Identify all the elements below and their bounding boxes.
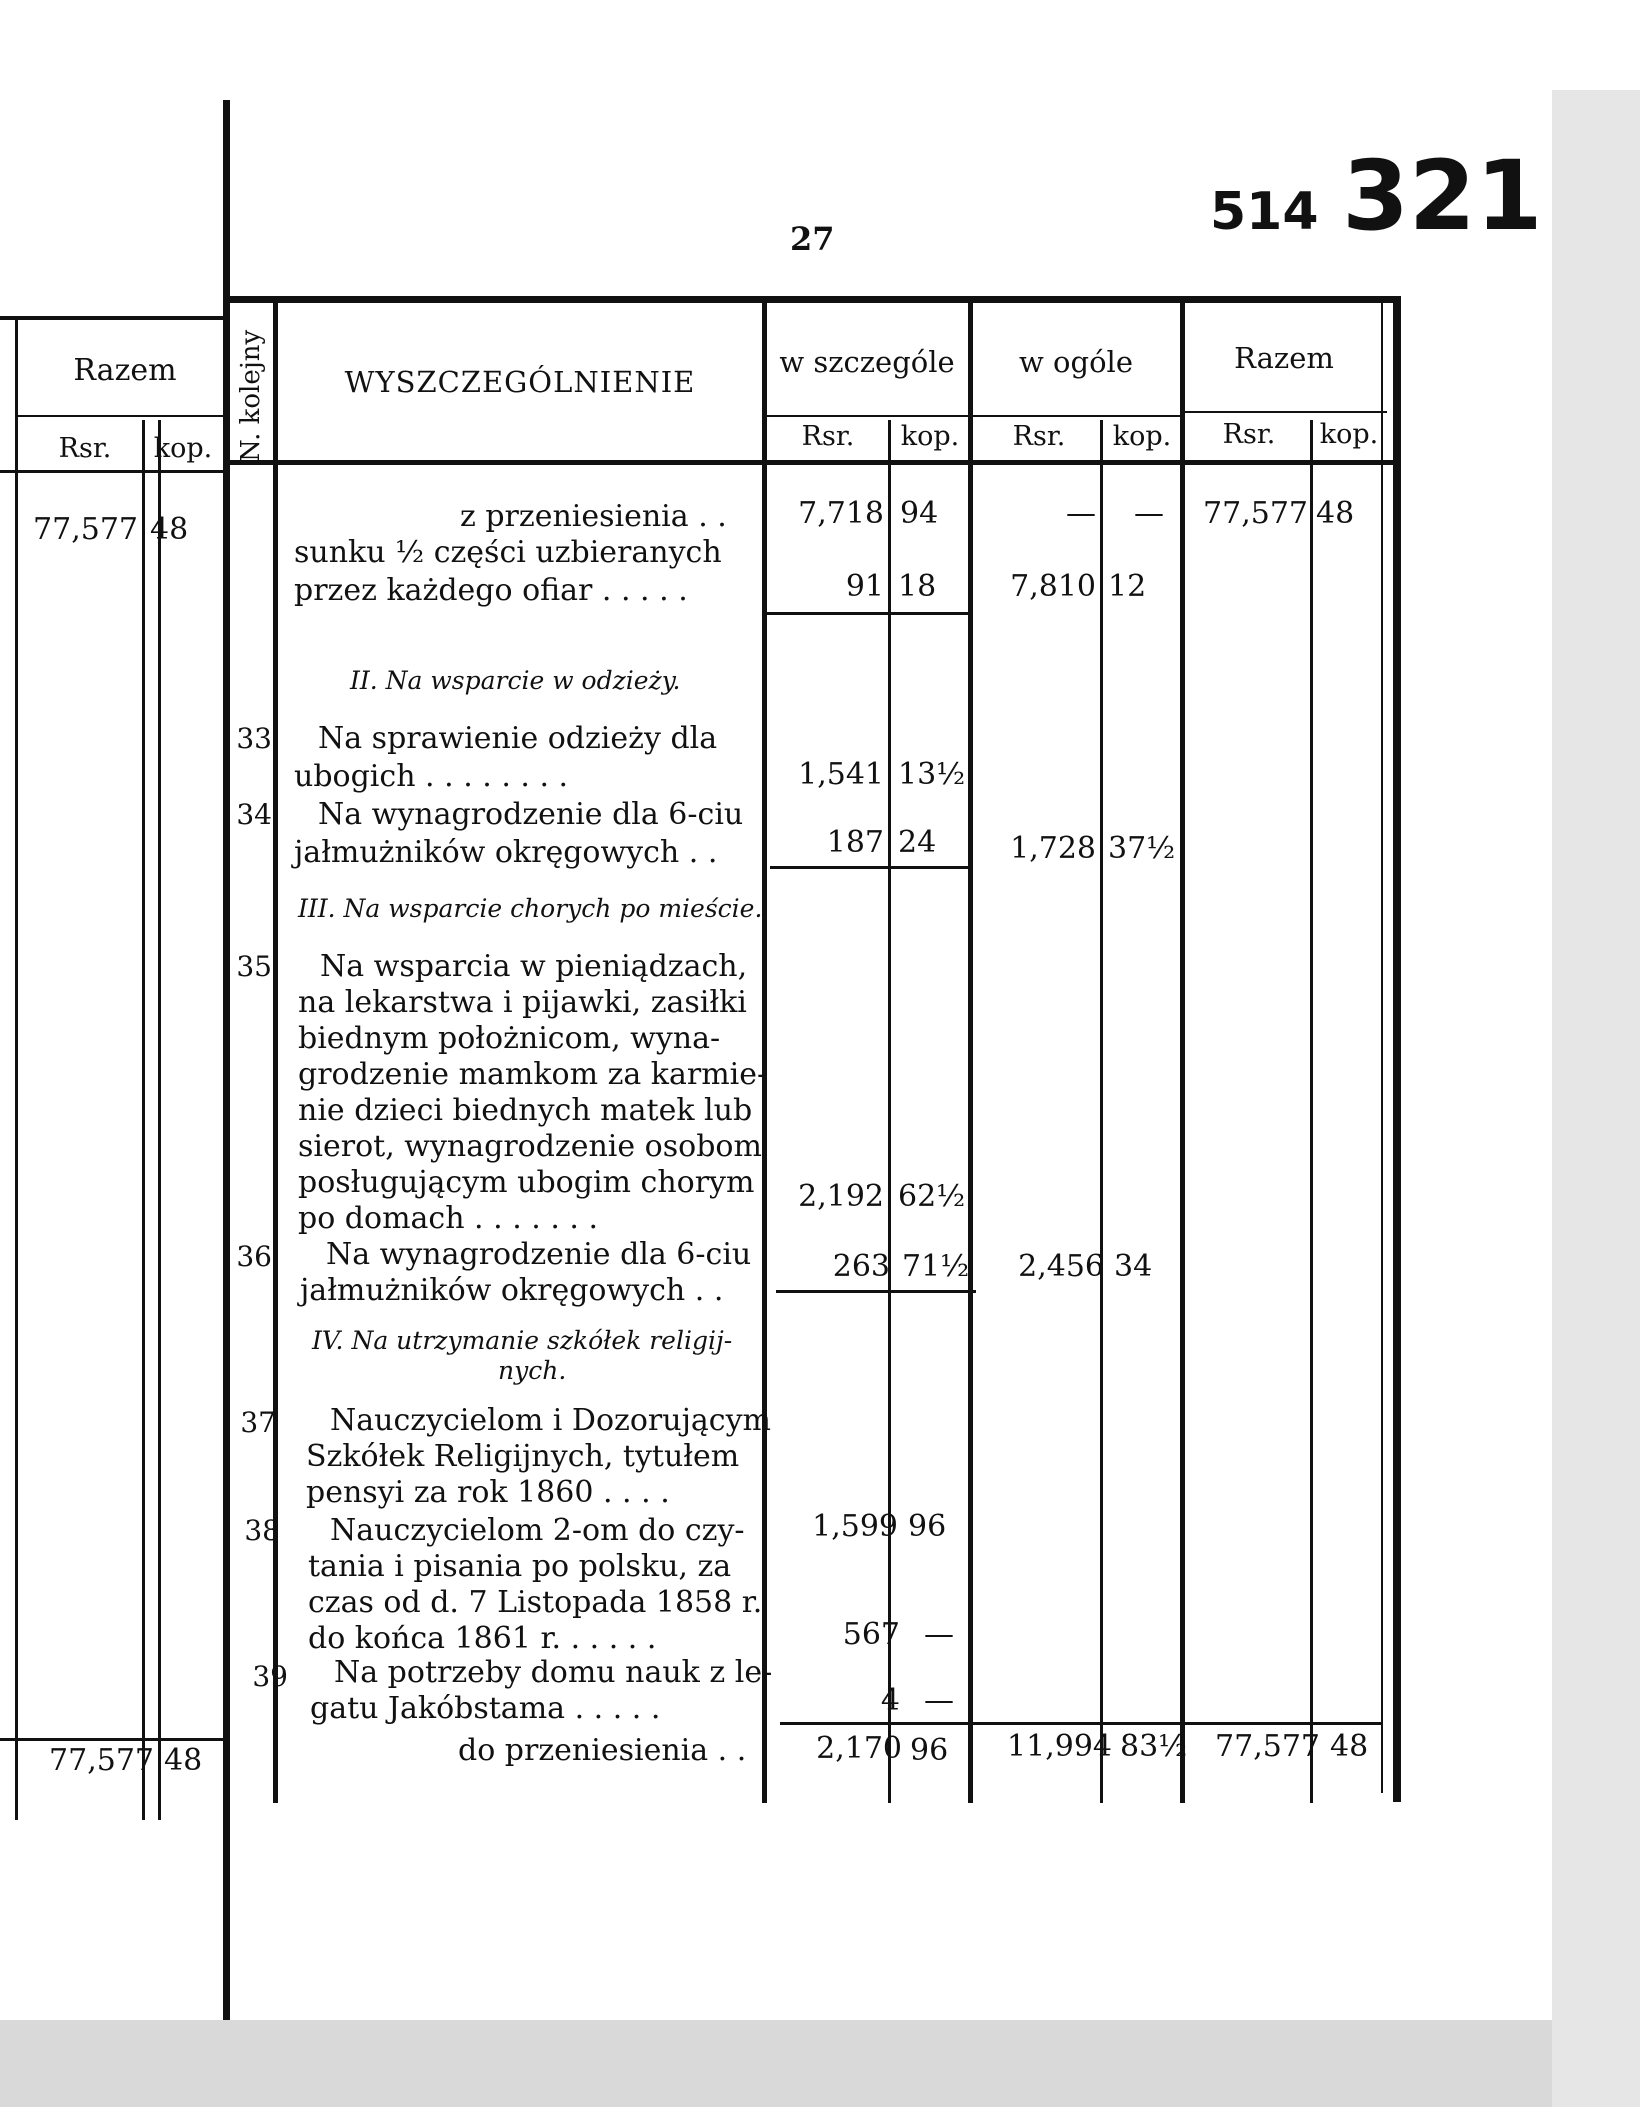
row-38-line-1: Nauczycielom 2-om do czy- (330, 1513, 745, 1548)
razem-rsr-header: Rsr. (1222, 419, 1276, 450)
continuation-line-2: przez każdego ofiar . . . . . (294, 573, 688, 608)
razem-header: Razem (1234, 341, 1334, 375)
carried-razem-rsr: 77,577 (1203, 496, 1308, 531)
row-36-line-1: Na wynagrodzenie dla 6-ciu (326, 1237, 752, 1272)
row-39-number: 39 (252, 1660, 288, 1693)
column-rule-ogole-kop (1100, 420, 1103, 1803)
left-page-frame-top (0, 316, 225, 320)
ogole-kop-header: kop. (1112, 421, 1172, 452)
row-33-szczegole-kop: 13½ (898, 757, 966, 792)
column-rule-ogole (1180, 303, 1185, 1803)
total-rule (780, 1722, 1382, 1725)
row-34-number: 34 (236, 798, 272, 831)
carried-ogole-kop: — (1134, 496, 1164, 531)
forward-ogole-rsr: 11,994 (1007, 1729, 1112, 1764)
left-page-vrule-2 (142, 420, 145, 1820)
row-36-line-2: jałmużników okręgowych . . (300, 1273, 724, 1308)
subtotal-rule-3 (776, 1290, 976, 1293)
row-33-number: 33 (236, 722, 272, 755)
row-37-szczegole-rsr: 1,599 (812, 1509, 898, 1544)
continuation-line-1: sunku ½ części uzbieranych (294, 535, 722, 570)
left-top-kop: 48 (150, 512, 189, 547)
section-4-title-line-1: IV. Na utrzymanie szkółek religij- (312, 1326, 733, 1355)
row-33-line-1: Na sprawienie odzieży dla (318, 721, 718, 756)
left-page-header-rule (18, 415, 223, 417)
header-subrule-razem (1182, 411, 1387, 413)
forward-szczegole-kop: 96 (910, 1733, 949, 1768)
row-35-line-2: na lekarstwa i pijawki, zasiłki (298, 985, 747, 1020)
continuation-ogole-rsr: 7,810 (1010, 569, 1096, 604)
row-39-szczegole-rsr: 4 (880, 1683, 900, 1718)
carried-forward-label: z przeniesienia . . (460, 499, 727, 534)
carry-forward-label: do przeniesienia . . (458, 1733, 747, 1768)
column-rule-szczegole-kop (888, 420, 891, 1803)
scan-edge-right (1552, 90, 1640, 2107)
ogole-rsr-header: Rsr. (1012, 421, 1066, 452)
forward-razem-kop: 48 (1330, 1729, 1369, 1764)
forward-szczegole-rsr: 2,170 (816, 1731, 902, 1766)
row-33-szczegole-rsr: 1,541 (798, 757, 884, 792)
left-razem-header: Razem (73, 353, 177, 388)
forward-razem-rsr: 77,577 (1215, 1729, 1320, 1764)
continuation-szczegole-kop: 18 (898, 569, 937, 604)
left-page-header-bottom-rule (0, 470, 225, 473)
forward-ogole-kop: 83½ (1120, 1729, 1188, 1764)
section-2-ogole-rsr: 1,728 (1010, 831, 1096, 866)
left-top-rsr: 77,577 (33, 512, 138, 547)
column-rule-razem-kop (1310, 420, 1313, 1803)
header-bottom-border (230, 460, 1393, 465)
handwritten-archive-number (1210, 140, 1543, 252)
row-38-line-3: czas od d. 7 Listopada 1858 r. (308, 1585, 763, 1620)
handwritten-prefix: 514 (1210, 182, 1319, 242)
row-37-number: 37 (240, 1406, 276, 1439)
row-35-line-8: po domach . . . . . . . (298, 1201, 599, 1236)
row-34-szczegole-rsr: 187 (826, 825, 884, 860)
binding-fold-line (223, 100, 230, 2020)
row-36-number: 36 (236, 1240, 272, 1273)
row-36-szczegole-rsr: 263 (832, 1249, 890, 1284)
row-39-szczegole-kop: — (924, 1683, 954, 1718)
handwritten-number: 321 (1342, 140, 1543, 252)
row-33-line-2: ubogich . . . . . . . . (294, 759, 569, 794)
left-page-vrule-3 (158, 420, 161, 1820)
row-38-line-2: tania i pisania po polsku, za (308, 1549, 732, 1584)
page-number: 27 (790, 220, 835, 258)
row-39-line-1: Na potrzeby domu nauk z le- (334, 1655, 773, 1690)
szczegole-kop-header: kop. (900, 421, 960, 452)
row-34-line-2: jałmużników okręgowych . . (294, 835, 718, 870)
row-35-szczegole-rsr: 2,192 (798, 1179, 884, 1214)
row-37-line-1: Nauczycielom i Dozorującym (330, 1403, 771, 1438)
left-rsr-header: Rsr. (58, 433, 112, 464)
subtotal-rule-1 (766, 612, 970, 615)
row-39-line-2: gatu Jakóbstama . . . . . (310, 1691, 661, 1726)
carried-szczegole-kop: 94 (900, 496, 939, 531)
szczegole-rsr-header: Rsr. (801, 421, 855, 452)
left-page-bottom-rule (0, 1738, 225, 1741)
row-35-number: 35 (236, 950, 272, 983)
row-38-szczegole-rsr: 567 (842, 1617, 900, 1652)
row-36-szczegole-kop: 71½ (902, 1249, 970, 1284)
table-right-border (1393, 296, 1401, 1802)
left-kop-header: kop. (153, 433, 213, 464)
table-top-border (230, 296, 1400, 303)
column-rule-szczegole (968, 303, 973, 1803)
header-subrule-ogole (970, 415, 1182, 417)
header-subrule-szczegole (764, 415, 971, 417)
row-37-line-3: pensyi za rok 1860 . . . . (306, 1475, 670, 1510)
section-3-ogole-kop: 34 (1114, 1249, 1153, 1284)
row-38-number: 38 (244, 1514, 280, 1547)
row-35-line-5: nie dzieci biednych matek lub (298, 1093, 753, 1128)
left-bottom-kop: 48 (164, 1743, 203, 1778)
razem-kop-header: kop. (1319, 419, 1379, 450)
row-34-line-1: Na wynagrodzenie dla 6-ciu (318, 797, 744, 832)
column-rule-nr (273, 303, 278, 1803)
row-34-szczegole-kop: 24 (898, 825, 937, 860)
continuation-ogole-kop: 12 (1108, 569, 1147, 604)
section-3-title: III. Na wsparcie chorych po mieście. (298, 894, 763, 923)
continuation-szczegole-rsr: 91 (845, 569, 884, 604)
left-bottom-rsr: 77,577 (49, 1743, 154, 1778)
nr-kolejny-header: N. kolejny (236, 329, 266, 462)
scan-edge-bottom (0, 2020, 1640, 2107)
row-38-szczegole-kop: — (924, 1617, 954, 1652)
row-38-line-4: do końca 1861 r. . . . . . (308, 1621, 657, 1656)
wyszczegolnienie-header: WYSZCZEGÓLNIENIE (344, 365, 696, 399)
left-page-vrule-1 (15, 320, 18, 1820)
row-35-line-3: biednym położnicom, wyna- (298, 1021, 721, 1056)
row-35-line-4: grodzenie mamkom za karmie- (298, 1057, 768, 1092)
w-szczegole-header: w szczególe (779, 345, 955, 379)
section-4-title-line-2: nych. (498, 1356, 567, 1385)
carried-szczegole-rsr: 7,718 (798, 496, 884, 531)
row-35-line-6: sierot, wynagrodzenie osobom (298, 1129, 762, 1164)
carried-ogole-rsr: — (1066, 496, 1096, 531)
subtotal-rule-2 (770, 866, 970, 869)
row-35-line-1: Na wsparcia w pieniądzach, (320, 949, 748, 984)
section-2-title: II. Na wsparcie w odzieży. (350, 666, 681, 695)
section-3-ogole-rsr: 2,456 (1018, 1249, 1104, 1284)
w-ogole-header: w ogóle (1019, 345, 1133, 379)
row-37-szczegole-kop: 96 (908, 1509, 947, 1544)
row-35-szczegole-kop: 62½ (898, 1179, 966, 1214)
section-2-ogole-kop: 37½ (1108, 831, 1176, 866)
carried-razem-kop: 48 (1316, 496, 1355, 531)
row-35-line-7: posługującym ubogim chorym (298, 1165, 755, 1200)
row-37-line-2: Szkółek Religijnych, tytułem (306, 1439, 740, 1474)
